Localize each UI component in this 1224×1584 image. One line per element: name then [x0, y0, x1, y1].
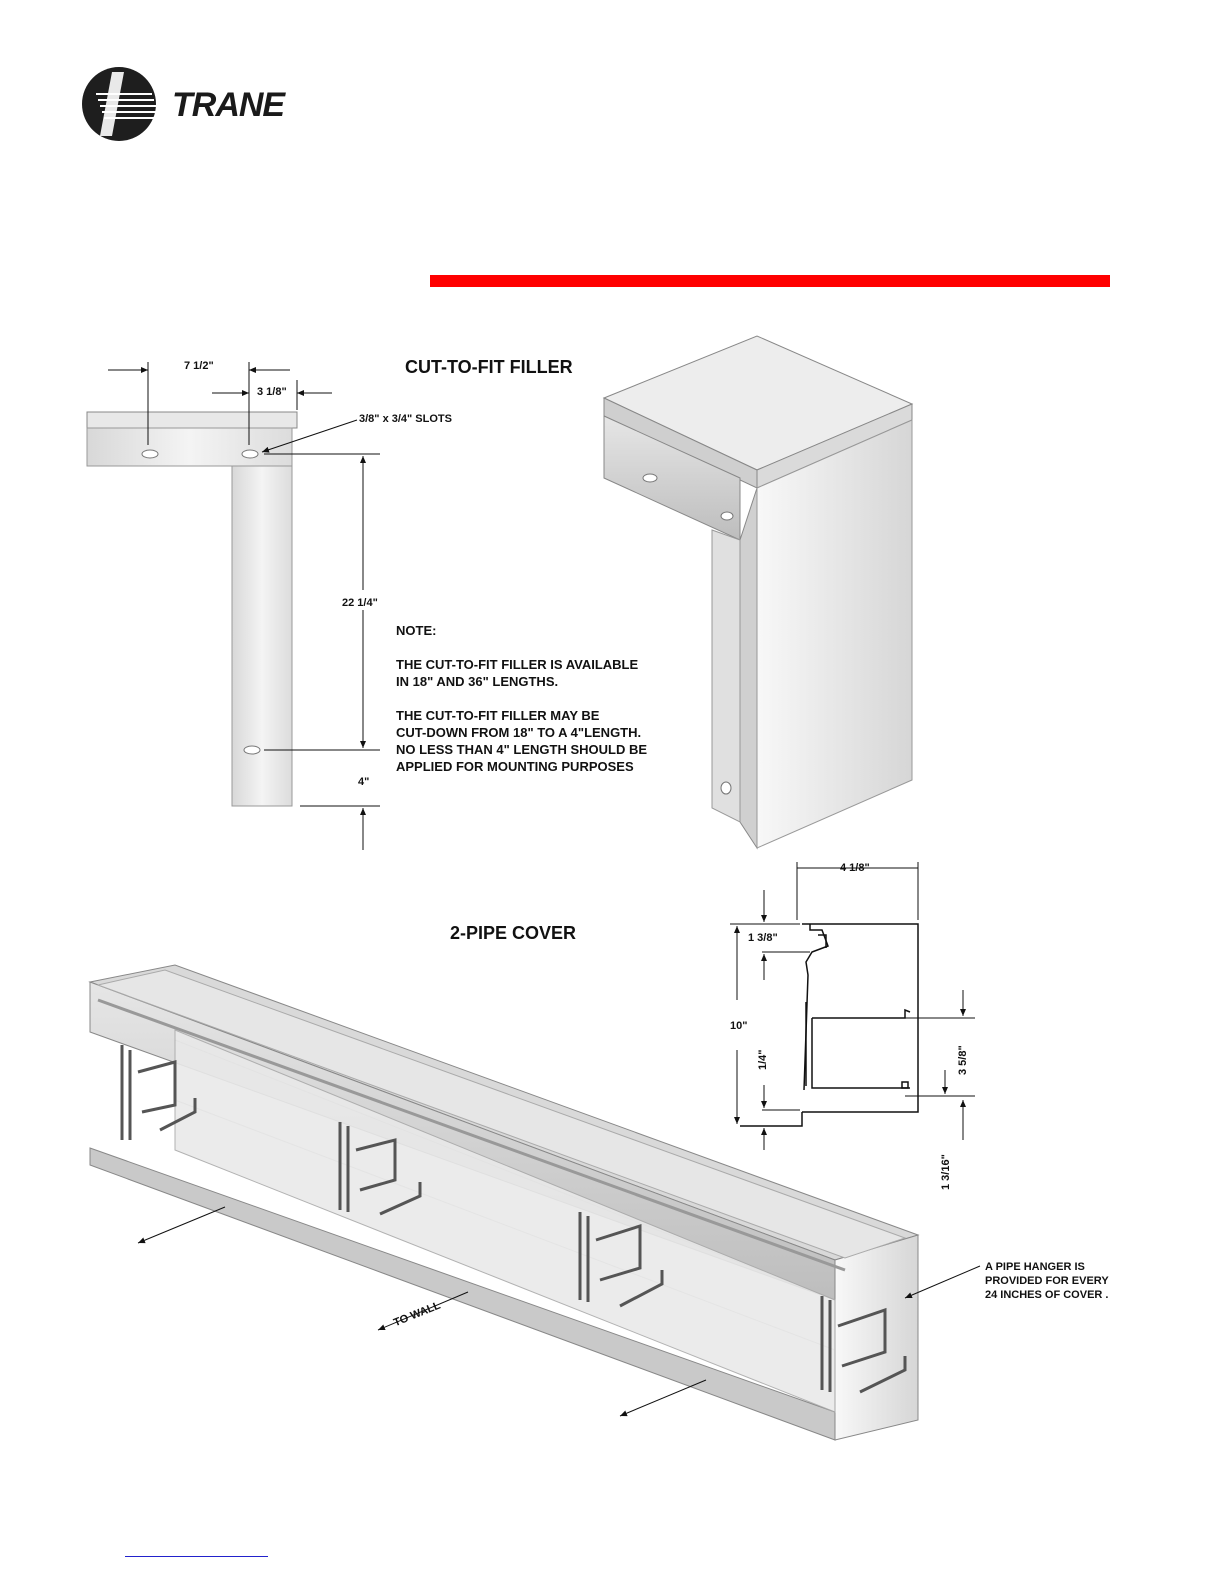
- to-wall-label: TO WALL: [392, 1299, 443, 1330]
- callout-line: 24 INCHES OF COVER .: [985, 1289, 1109, 1301]
- note-heading: NOTE:: [396, 623, 437, 638]
- dim-cover-height: 10": [730, 1020, 748, 1032]
- dim-cover-inner: 1/4": [757, 1049, 769, 1070]
- dim-height: 22 1/4": [342, 597, 378, 609]
- callout-line: A PIPE HANGER IS: [985, 1261, 1085, 1273]
- cover-title: 2-PIPE COVER: [450, 923, 577, 943]
- dim-cover-bottom: 1 3/16": [940, 1154, 952, 1190]
- note-line: THE CUT-TO-FIT FILLER IS AVAILABLE: [396, 657, 639, 672]
- dim-slots: 3/8" x 3/4" SLOTS: [359, 413, 452, 425]
- callout-line: PROVIDED FOR EVERY: [985, 1275, 1109, 1287]
- cover-section-drawing: [730, 862, 975, 1150]
- filler-3d-drawing: [604, 336, 912, 848]
- pipe-hanger-callout: [985, 1260, 1109, 1302]
- filler-title: CUT-TO-FIT FILLER: [405, 357, 573, 377]
- note-line: IN 18" AND 36" LENGTHS.: [396, 674, 559, 689]
- brand-name: TRANE: [172, 86, 285, 124]
- filler-flat-drawing: [87, 362, 380, 850]
- filler-note: [396, 622, 647, 775]
- dim-width-top: 7 1/2": [184, 360, 214, 372]
- dim-cover-hanger: 3 5/8": [957, 1045, 969, 1075]
- dim-cover-top: 1 3/8": [748, 932, 778, 944]
- dim-slot-spacing: 3 1/8": [257, 386, 287, 398]
- note-line: APPLIED FOR MOUNTING PURPOSES: [396, 759, 634, 774]
- note-line: NO LESS THAN 4" LENGTH SHOULD BE: [396, 742, 648, 757]
- note-line: THE CUT-TO-FIT FILLER MAY BE: [396, 708, 600, 723]
- note-line: CUT-DOWN FROM 18" TO A 4"LENGTH.: [396, 725, 642, 740]
- cover-3d-drawing: [90, 965, 980, 1440]
- dim-bottom: 4": [358, 776, 370, 788]
- footer-link-underline[interactable]: [125, 1556, 268, 1557]
- dim-cover-width: 4 1/8": [840, 862, 870, 874]
